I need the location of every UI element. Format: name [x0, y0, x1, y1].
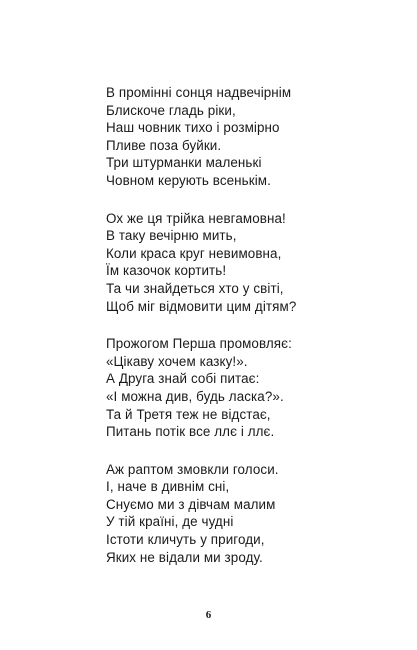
poem	[106, 84, 406, 586]
poem-line: Пливе поза буйки.	[106, 137, 222, 153]
poem-line: Ох же ця трійка невгамовна!	[106, 210, 286, 226]
poem-line: Наш човник тихо і розмірно	[106, 120, 280, 136]
poem-line: Коли краса круг невимовна,	[106, 245, 282, 261]
stanza-4	[106, 461, 406, 567]
poem-line: Питань потік все ллє і ллє.	[106, 424, 275, 440]
poem-line: Прожогом Перша промовляє:	[106, 336, 292, 352]
poem-line: В промінні сонця надвечірнім	[106, 85, 292, 100]
poem-line: Човном керують всенькім.	[106, 172, 271, 188]
poem-line: Аж раптом змовкли голоси.	[106, 461, 279, 477]
poem-line: Три штурманки маленькі	[106, 155, 262, 171]
poem-line: У тій країні, де чудні	[106, 514, 234, 530]
poem-line: Щоб міг відмовити цим дітям?	[106, 298, 297, 314]
stanza-3	[106, 335, 406, 441]
page-number: 6	[205, 609, 212, 621]
poem-line: В таку вечірню мить,	[106, 228, 237, 244]
poem-line: А Друга знай собі питає:	[106, 371, 260, 387]
poem-line: Їм казочок кортить!	[106, 263, 227, 279]
poem-line: «І можна див, будь ласка?».	[106, 388, 284, 404]
stanza-1	[106, 84, 406, 190]
stanza-2	[106, 210, 406, 316]
poem-line: Та чи знайдеться хто у світі,	[106, 280, 284, 296]
poem-line: Снуємо ми з дівчам малим	[106, 496, 276, 512]
poem-line: Та й Третя теж не відстає,	[106, 406, 271, 422]
poem-line: І, наче в дивнім сні,	[106, 479, 230, 495]
poem-line: Блискоче гладь ріки,	[106, 102, 236, 118]
poem-line: «Цікаву хочем казку!».	[106, 353, 248, 369]
poem-line: Істоти кличуть у пригоди,	[106, 532, 265, 548]
poem-line: Яких не відали ми зроду.	[106, 549, 263, 565]
